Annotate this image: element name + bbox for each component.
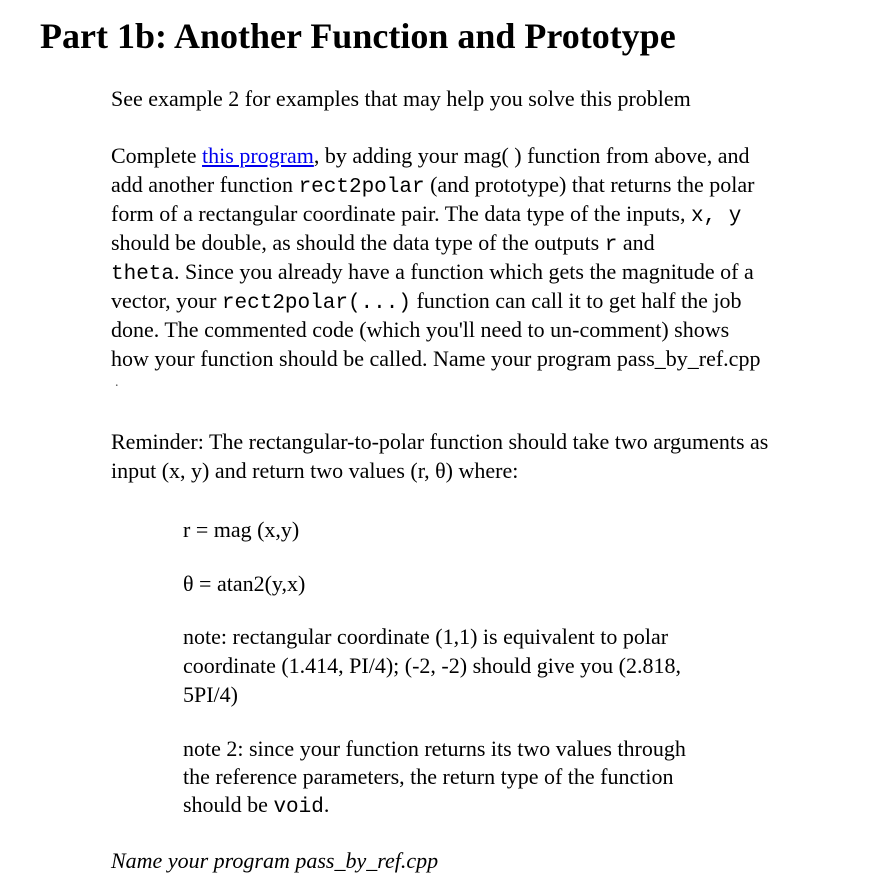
instructions-line-2: add another function rect2polar (and prototype) that returns the polar <box>111 172 755 199</box>
note-1-line-2: coordinate (1.414, PI/4); (-2, -2) should give you (2.818, <box>183 653 681 678</box>
intro-text: See example 2 for examples that may help you solve this problem <box>111 86 691 111</box>
formula-theta: θ = atan2(y,x) <box>183 571 306 596</box>
instructions-line-7: done. The commented code (which you'll need to un-comment) shows <box>111 317 730 342</box>
instructions-line-3: form of a rectangular coordinate pair. The data type of the inputs, x, y <box>111 201 742 228</box>
note-2-line-1: note 2: since your function returns its two values through <box>183 736 686 761</box>
closing-instruction: Name your program pass_by_ref.cpp <box>111 848 439 873</box>
instructions-line-8: how your function should be called. Name your program pass_by_ref.cpp <box>111 346 761 371</box>
this-program-link[interactable]: this program <box>202 143 314 168</box>
note-1-line-3: 5PI/4) <box>183 682 238 707</box>
note-1-line-1: note: rectangular coordinate (1,1) is equivalent to polar <box>183 624 669 649</box>
reminder-line-2: input (x, y) and return two values (r, θ) where: <box>111 458 519 483</box>
formula-r: r = mag (x,y) <box>183 517 300 542</box>
code-theta: theta <box>111 263 175 286</box>
stray-dot: . <box>115 375 119 390</box>
code-r: r <box>604 234 618 257</box>
page-title: Part 1b: Another Function and Prototype <box>40 16 676 56</box>
code-rect2polar-call: rect2polar(...) <box>221 292 411 315</box>
instructions-line-5: theta. Since you already have a function which gets the magnitude of a <box>111 259 754 286</box>
code-void: void <box>273 796 324 819</box>
code-rect2polar: rect2polar <box>298 176 425 199</box>
reminder-line-1: Reminder: The rectangular-to-polar function should take two arguments as <box>111 429 769 454</box>
instructions-line-4: should be double, as should the data type of the outputs r and <box>111 230 655 257</box>
instructions-line-1: Complete this program, by adding your mag( ) function from above, and <box>111 143 750 168</box>
code-x-y: x, y <box>690 205 742 228</box>
note-2-line-3: should be void. <box>183 792 330 819</box>
instructions-line-6: vector, your rect2polar(...) function can call it to get half the job <box>111 288 742 315</box>
note-2-line-2: the reference parameters, the return type of the function <box>183 764 674 789</box>
